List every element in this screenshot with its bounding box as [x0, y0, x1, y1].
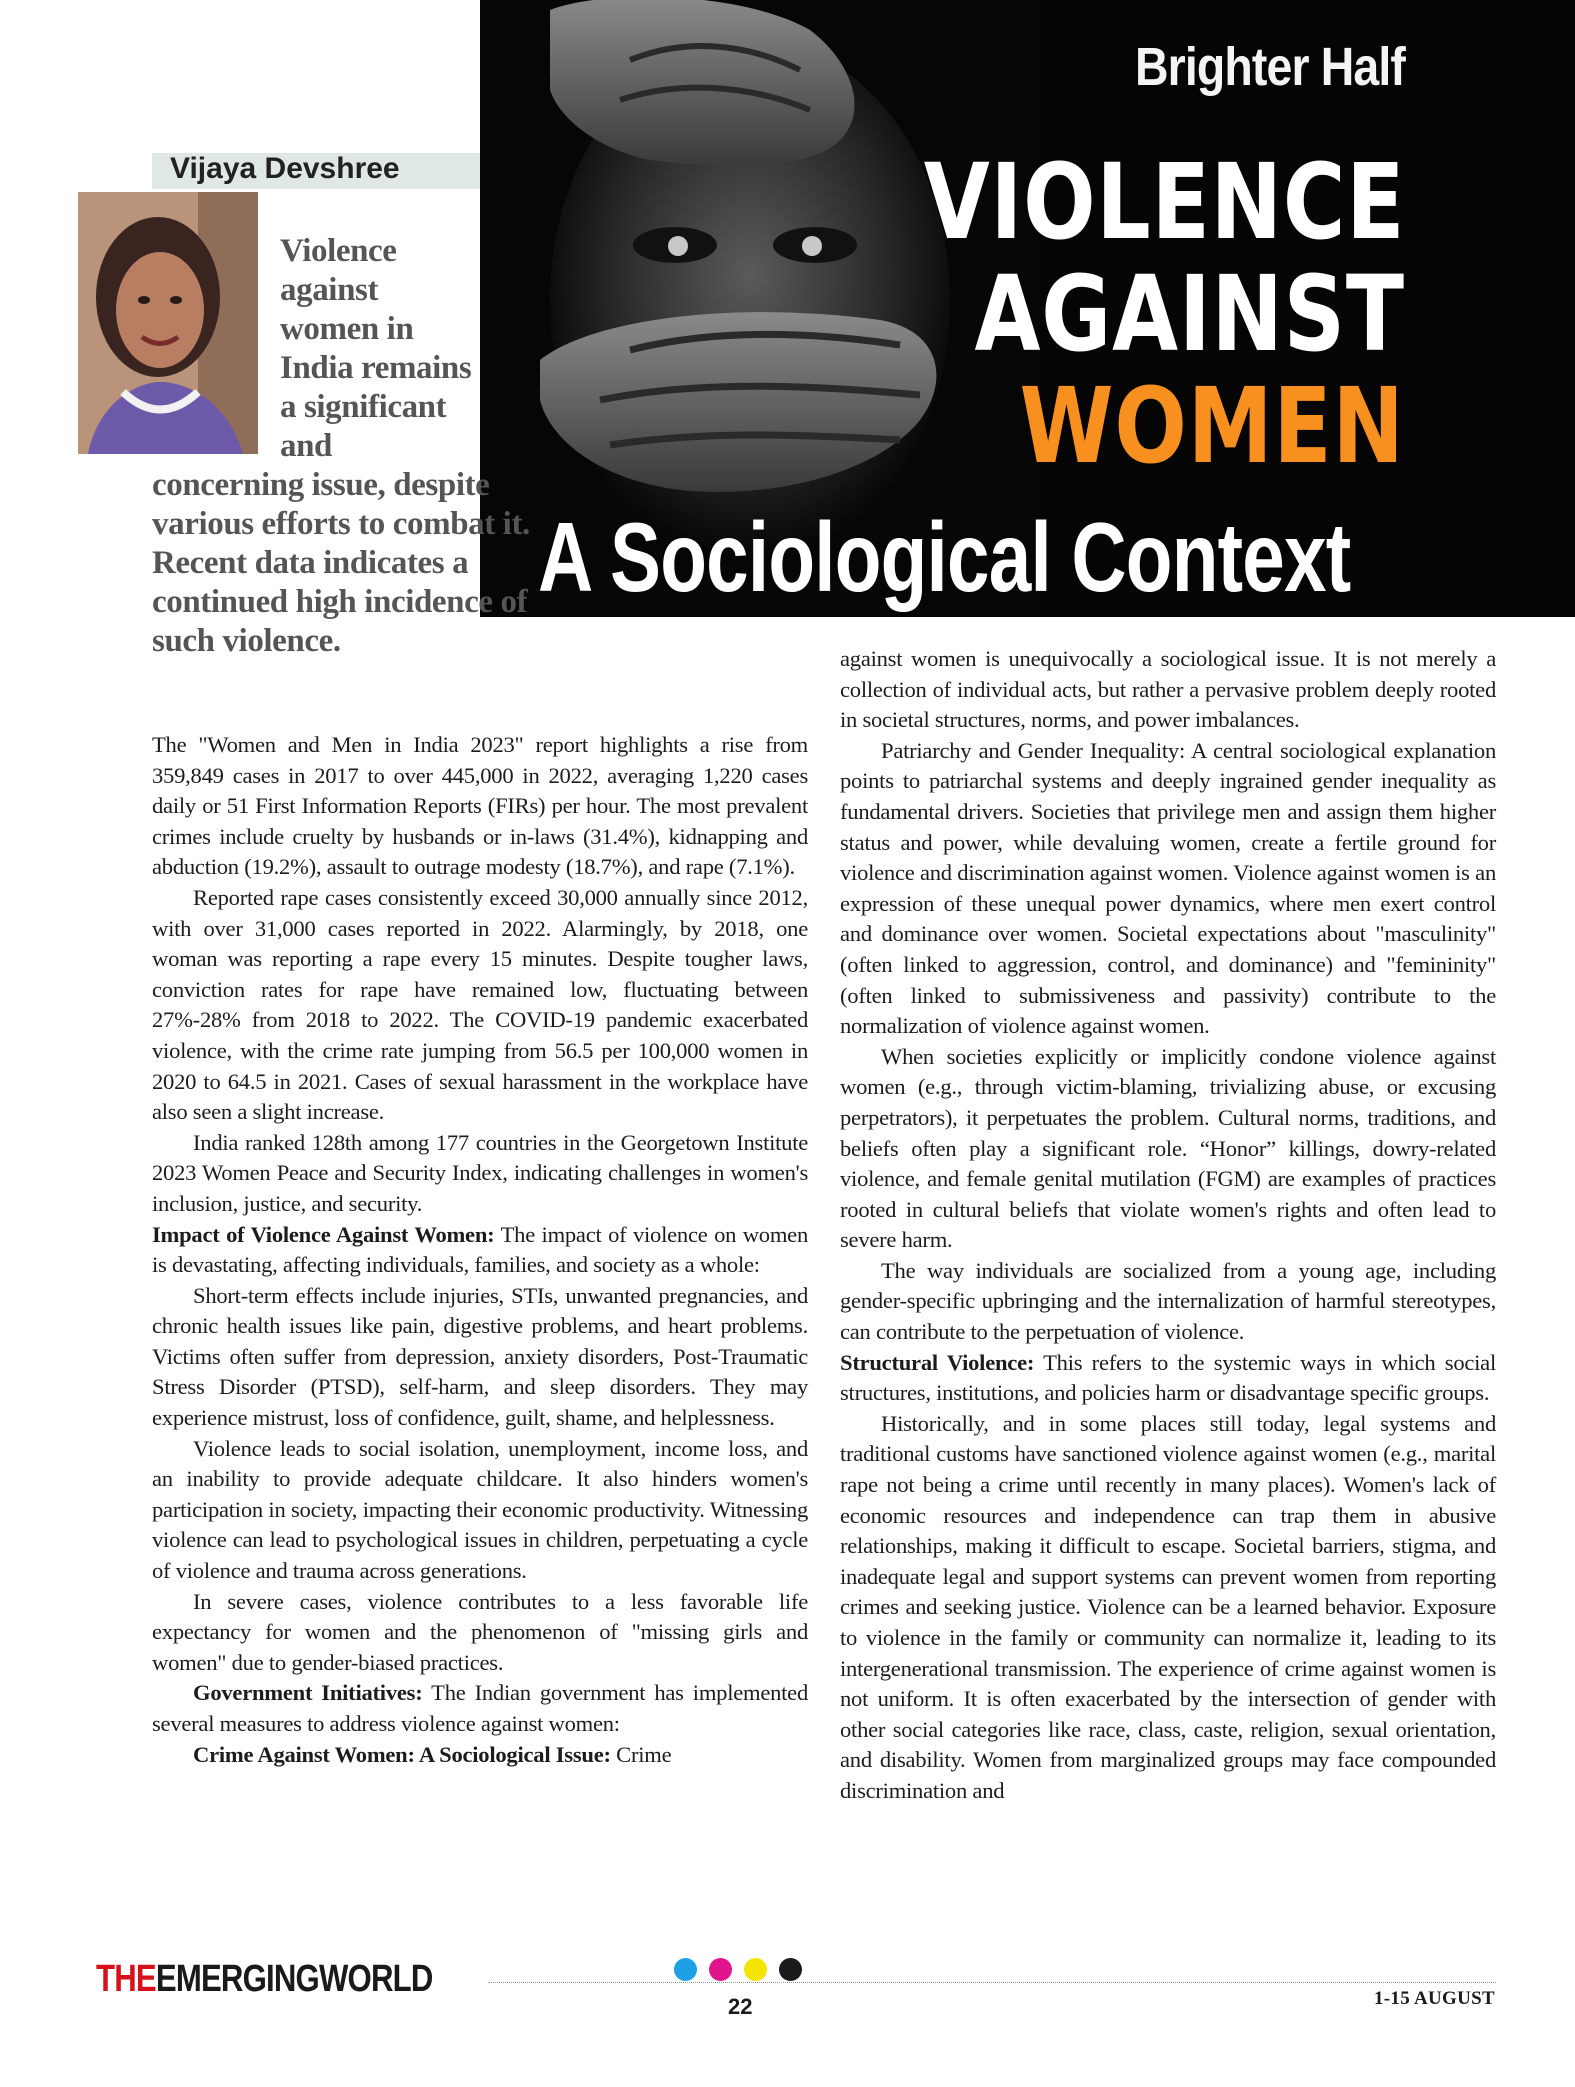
section-tag: Brighter Half: [1134, 37, 1405, 97]
lead-intro-bottom: concerning issue, despite various efforts to combat it. Recent data indicates a continued high incidence of such violence.: [152, 467, 530, 659]
headline-subtitle: A Sociological Context: [538, 502, 1351, 612]
paragraph: Impact of Violence Against Women: The impact of violence on women is devastating, affecting individuals, families, and society as a whole:: [152, 1221, 808, 1278]
article-column-right: [840, 644, 1496, 1807]
headline-line-1: VIOLENCE: [923, 141, 1405, 263]
paragraph: Structural Violence: This refers to the systemic ways in which social structures, institutions, and policies harm or disadvantage specific groups.: [840, 1349, 1496, 1406]
paragraph: The way individuals are socialized from a young age, including gender-specific upbringing and the internalization of harmful stereotypes, can contribute to the perpetuation of violence.: [840, 1257, 1496, 1345]
paragraph: Historically, and in some places still today, legal systems and traditional customs have sanctioned violence against women (e.g., marital rape not being a crime until recently in many places). Women's lack of economic resources and independence can trap them in abusive relationships, making it difficult to escape. Societal barriers, stigma, and inadequate legal and support systems can prevent women from reporting crimes and seeking justice. Violence can be a learned behavior. Exposure to violence in the family or community can normalize it, leading to its intergenerational transmission. The experience of crime against women is not uniform. It is often exacerbated by the intersection of gender with other social categories like race, class, caste, religion, sexual orientation, and disability. Women from marginalized groups may face compounded discrimination and: [840, 1410, 1496, 1803]
page-number: 22: [728, 1994, 753, 2019]
paragraph: In severe cases, violence contributes to a less favorable life expectancy for women and the phenomenon of "missing girls and women" due to gender-biased practices.: [152, 1588, 808, 1675]
subheading: Impact of Violence Against Women:: [152, 1221, 495, 1247]
subheading: Crime Against Women: A Sociological Issue:: [193, 1741, 611, 1767]
paragraph: When societies explicitly or implicitly condone violence against women (e.g., through victim-blaming, trivializing abuse, or excusing perpetrators), it perpetuates the problem. Cultural norms, traditions, and beliefs often play a significant role. “Honor” killings, dowry-related violence, and female genital mutilation (FGM) are examples of practices rooted in cultural beliefs that violate women's rights and often lead to severe harm.: [840, 1043, 1496, 1253]
registration-dot-black: [779, 1958, 802, 1981]
paragraph: Violence leads to social isolation, unemployment, income loss, and an inability to provide adequate childcare. It also hinders women's participation in society, impacting their economic productivity. Witnessing violence can lead to psychological issues in children, perpetuating a cycle of violence and trauma across generations.: [152, 1435, 808, 1584]
paragraph: Short-term effects include injuries, STIs, unwanted pregnancies, and chronic health issues like pain, digestive problems, and heart problems. Victims often suffer from depression, anxiety disorders, Post-Traumatic Stress Disorder (PTSD), self-harm, and sleep disorders. They may experience mistrust, loss of confidence, guilt, shame, and helplessness.: [152, 1282, 808, 1431]
footer-divider: [488, 1982, 1496, 1984]
headline-line-2: AGAINST: [974, 253, 1405, 375]
registration-dot-magenta: [709, 1958, 732, 1981]
paragraph: The "Women and Men in India 2023" report highlights a rise from 359,849 cases in 2017 to over 445,000 in 2022, averaging 1,220 cases daily or 51 First Information Reports (FIRs) per hour. The most prevalent crimes include cruelty by husbands or in-laws (31.4%), kidnapping and abduction (19.2%), assault to outrage modesty (18.7%), and rape (7.1%).: [152, 732, 808, 880]
author-photo: [78, 192, 258, 454]
author-name: Vijaya Devshree: [170, 152, 400, 185]
registration-dot-cyan: [674, 1958, 697, 1981]
color-registration-dots: [674, 1958, 802, 1982]
headline-line-3: WOMEN: [1019, 365, 1405, 487]
paragraph: against women is unequivocally a sociological issue. It is not merely a collection of individual acts, but rather a pervasive problem deeply rooted in societal structures, norms, and power imbalances.: [840, 646, 1496, 733]
paragraph: Crime Against Women: A Sociological Issue: Crime: [193, 1741, 672, 1767]
article-column-left: [152, 730, 808, 1770]
paragraph: Government Initiatives: The Indian government has implemented several measures to address violence against women:: [152, 1680, 808, 1736]
paragraph: India ranked 128th among 177 countries in the Georgetown Institute 2023 Women Peace and Security Index, indicating challenges in women's inclusion, justice, and security.: [152, 1129, 808, 1216]
subheading: Structural Violence:: [840, 1349, 1035, 1375]
paragraph: Reported rape cases consistently exceed 30,000 annually since 2012, with over 31,000 cases reported in 2022. Alarmingly, by 2018, one woman was reporting a rape every 15 minutes. Despite tougher laws, conviction rates for rape have remained low, fluctuating between 27%-28% from 2018 to 2022. The COVID-19 pandemic exacerbated violence, with the crime rate jumping from 56.5 per 100,000 women in 2020 to 64.5 in 2021. Cases of sexual harassment in the workplace have also seen a slight increase.: [152, 884, 808, 1125]
issue-date: 1-15 AUGUST: [1373, 1988, 1495, 2009]
registration-dot-yellow: [744, 1958, 767, 1981]
magazine-logo: THEEMERGINGWORLD: [96, 1958, 433, 2000]
subheading: Government Initiatives:: [193, 1680, 423, 1706]
lead-intro-top: Violence against women in India remains a significant and: [280, 233, 472, 464]
paragraph: Patriarchy and Gender Inequality: A central sociological explanation points to patriarchal systems and deeply ingrained gender inequality as fundamental drivers. Societies that privilege men and assign them higher status and power, while devaluing women, create a fertile ground for violence and discrimination against women. Violence against women is an expression of these unequal power dynamics, where men exert control and dominance over women. Societal expectations about "masculinity" (often linked to aggression, control, and dominance) and "femininity" (often linked to submissiveness and passivity) contribute to the normalization of violence against women.: [840, 737, 1496, 1039]
header-banner: [480, 0, 1575, 617]
